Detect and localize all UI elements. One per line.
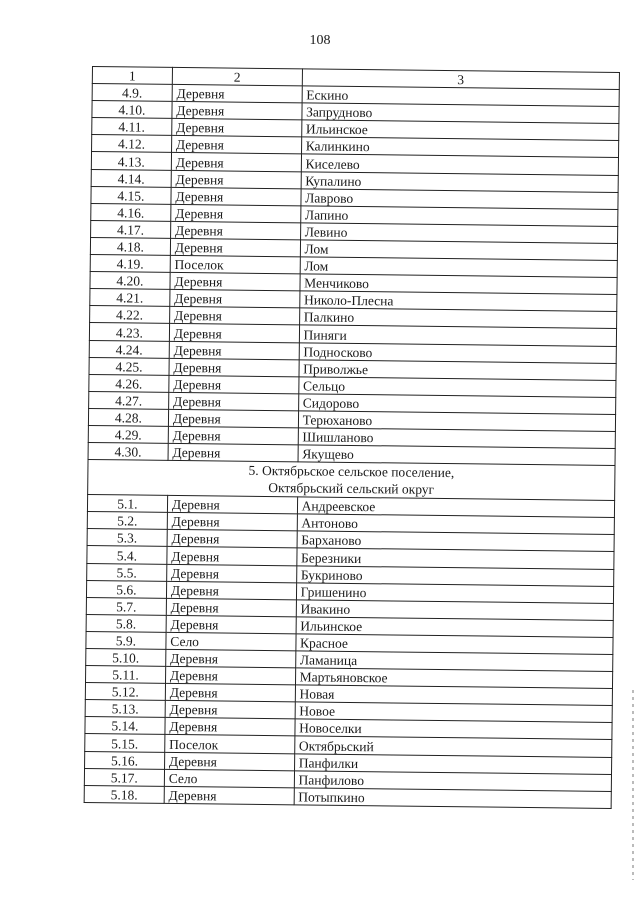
row-number: 5.8. xyxy=(86,614,166,632)
settlement-name: Менчиково xyxy=(300,274,618,295)
settlement-name: Новое xyxy=(295,702,613,723)
section-heading xyxy=(88,460,615,501)
settlement-type: Деревня xyxy=(170,238,300,257)
settlement-type: Деревня xyxy=(165,701,295,720)
settlement-type: Деревня xyxy=(172,85,302,104)
settlement-type: Деревня xyxy=(167,530,297,549)
settlement-type: Деревня xyxy=(168,409,298,428)
settlement-name: Красное xyxy=(296,634,614,655)
settlement-name: Новая xyxy=(295,685,613,706)
settlement-name: Антоново xyxy=(297,514,615,535)
row-number: 5.17. xyxy=(84,768,164,786)
settlement-name: Терюханово xyxy=(298,411,616,432)
row-number: 4.16. xyxy=(91,203,171,221)
row-number: 5.15. xyxy=(85,734,165,752)
section-heading-line-2: Октябрьский сельский округ xyxy=(268,480,435,498)
settlement-name: Лом xyxy=(300,240,618,261)
settlement-name: Октябрьский xyxy=(294,736,612,757)
settlement-type: Деревня xyxy=(164,752,294,771)
row-number: 5.6. xyxy=(86,580,166,598)
settlement-name: Подносково xyxy=(299,342,617,363)
settlement-type: Деревня xyxy=(165,666,295,685)
settlement-name: Барханово xyxy=(297,531,615,552)
row-number: 4.10. xyxy=(92,101,172,119)
column-header-2: 2 xyxy=(172,67,302,86)
settlement-name: Панфилово xyxy=(294,770,612,791)
settlement-name: Букриново xyxy=(296,565,614,586)
page-number: 108 xyxy=(309,33,331,48)
settlement-name: Николо-Плесна xyxy=(299,291,617,312)
row-number: 4.17. xyxy=(91,220,171,238)
row-number: 5.7. xyxy=(86,597,166,615)
row-number: 4.11. xyxy=(92,118,172,136)
settlement-name: Шишланово xyxy=(298,428,616,449)
settlement-type: Деревня xyxy=(171,136,301,155)
row-number: 4.12. xyxy=(92,135,172,153)
row-number: 5.4. xyxy=(87,546,167,564)
settlement-type: Поселок xyxy=(170,255,300,274)
scan-margin-mark xyxy=(632,690,634,880)
row-number: 4.13. xyxy=(91,152,171,170)
row-number: 4.23. xyxy=(89,323,169,341)
settlement-name: Киселево xyxy=(301,154,619,175)
settlement-name: Запрудново xyxy=(302,103,620,124)
settlement-name: Ивакино xyxy=(296,600,614,621)
settlements-table xyxy=(84,66,620,809)
settlement-type: Деревня xyxy=(170,221,300,240)
settlement-name: Левино xyxy=(300,223,618,244)
settlement-name: Ильинское xyxy=(301,120,619,141)
settlement-type: Деревня xyxy=(171,153,301,172)
row-number: 5.11. xyxy=(86,666,166,684)
settlement-name: Березники xyxy=(296,548,614,569)
settlement-name: Сельцо xyxy=(298,377,616,398)
settlement-type: Село xyxy=(166,632,296,651)
settlement-type: Деревня xyxy=(170,290,300,309)
settlement-type: Деревня xyxy=(169,375,299,394)
settlement-type: Деревня xyxy=(169,307,299,326)
settlement-type: Деревня xyxy=(171,170,301,189)
settlement-type: Деревня xyxy=(168,392,298,411)
settlement-type: Деревня xyxy=(169,324,299,343)
settlement-type: Деревня xyxy=(167,547,297,566)
row-number: 4.29. xyxy=(88,425,168,443)
row-number: 4.18. xyxy=(90,237,170,255)
row-number: 4.9. xyxy=(92,84,172,102)
row-number: 4.22. xyxy=(90,306,170,324)
row-number: 5.2. xyxy=(87,512,167,530)
row-number: 5.16. xyxy=(85,751,165,769)
settlement-name: Пиняги xyxy=(299,325,617,346)
settlement-name: Якущево xyxy=(298,445,616,466)
settlement-type: Деревня xyxy=(168,443,298,462)
settlement-type: Деревня xyxy=(172,102,302,121)
settlement-type: Деревня xyxy=(169,341,299,360)
settlement-type: Поселок xyxy=(165,735,295,754)
row-number: 5.5. xyxy=(87,563,167,581)
settlement-name: Андреевское xyxy=(297,497,615,518)
settlement-name: Калинкино xyxy=(301,137,619,158)
settlement-type: Деревня xyxy=(166,649,296,668)
settlement-name: Сидорово xyxy=(298,394,616,415)
row-number: 4.27. xyxy=(89,391,169,409)
row-number: 5.9. xyxy=(86,631,166,649)
settlement-type: Деревня xyxy=(167,496,297,515)
row-number: 4.28. xyxy=(88,408,168,426)
settlement-type: Деревня xyxy=(171,204,301,223)
column-header-1: 1 xyxy=(92,67,172,85)
settlement-type: Деревня xyxy=(172,119,302,138)
settlement-type: Деревня xyxy=(165,684,295,703)
settlement-name: Панфилки xyxy=(294,753,612,774)
settlement-type: Деревня xyxy=(165,718,295,737)
row-number: 5.18. xyxy=(84,785,164,803)
row-number: 5.12. xyxy=(85,683,165,701)
settlement-name: Потыпкино xyxy=(294,788,612,809)
row-number: 5.3. xyxy=(87,529,167,547)
settlement-name: Ламаница xyxy=(295,651,613,672)
settlement-type: Деревня xyxy=(164,786,294,805)
row-number: 5.13. xyxy=(85,700,165,718)
row-number: 4.19. xyxy=(90,255,170,273)
row-number: 4.20. xyxy=(90,272,170,290)
settlement-type: Деревня xyxy=(170,273,300,292)
section-heading-line-1: 5. Октябрьское сельское поселение, xyxy=(248,462,455,481)
row-number: 4.25. xyxy=(89,357,169,375)
row-number: 4.30. xyxy=(88,443,168,461)
settlement-type: Деревня xyxy=(168,426,298,445)
settlement-type: Село xyxy=(164,769,294,788)
row-number: 4.21. xyxy=(90,289,170,307)
column-header-3: 3 xyxy=(302,69,620,90)
settlement-type: Деревня xyxy=(166,615,296,634)
settlement-name: Мартьяновское xyxy=(295,668,613,689)
settlement-name: Новоселки xyxy=(295,719,613,740)
settlement-name: Лаврово xyxy=(301,189,619,210)
section-heading-row xyxy=(88,460,615,501)
row-number: 4.24. xyxy=(89,340,169,358)
settlement-name: Палкино xyxy=(299,308,617,329)
settlement-name: Ильинское xyxy=(296,617,614,638)
settlement-name: Гришенино xyxy=(296,582,614,603)
row-number: 4.14. xyxy=(91,169,171,187)
settlement-type: Деревня xyxy=(167,513,297,532)
settlement-name: Купалино xyxy=(301,171,619,192)
row-number: 5.10. xyxy=(86,648,166,666)
row-number: 4.15. xyxy=(91,186,171,204)
settlement-name: Приволжье xyxy=(299,359,617,380)
settlement-type: Деревня xyxy=(167,564,297,583)
settlement-type: Деревня xyxy=(166,581,296,600)
settlement-type: Деревня xyxy=(166,598,296,617)
row-number: 5.1. xyxy=(87,495,167,513)
row-number: 5.14. xyxy=(85,717,165,735)
settlement-type: Деревня xyxy=(171,187,301,206)
settlement-name: Лапино xyxy=(300,206,618,227)
settlement-name: Ескино xyxy=(302,86,620,107)
row-number: 4.26. xyxy=(89,374,169,392)
settlement-type: Деревня xyxy=(169,358,299,377)
settlement-name: Лом xyxy=(300,257,618,278)
